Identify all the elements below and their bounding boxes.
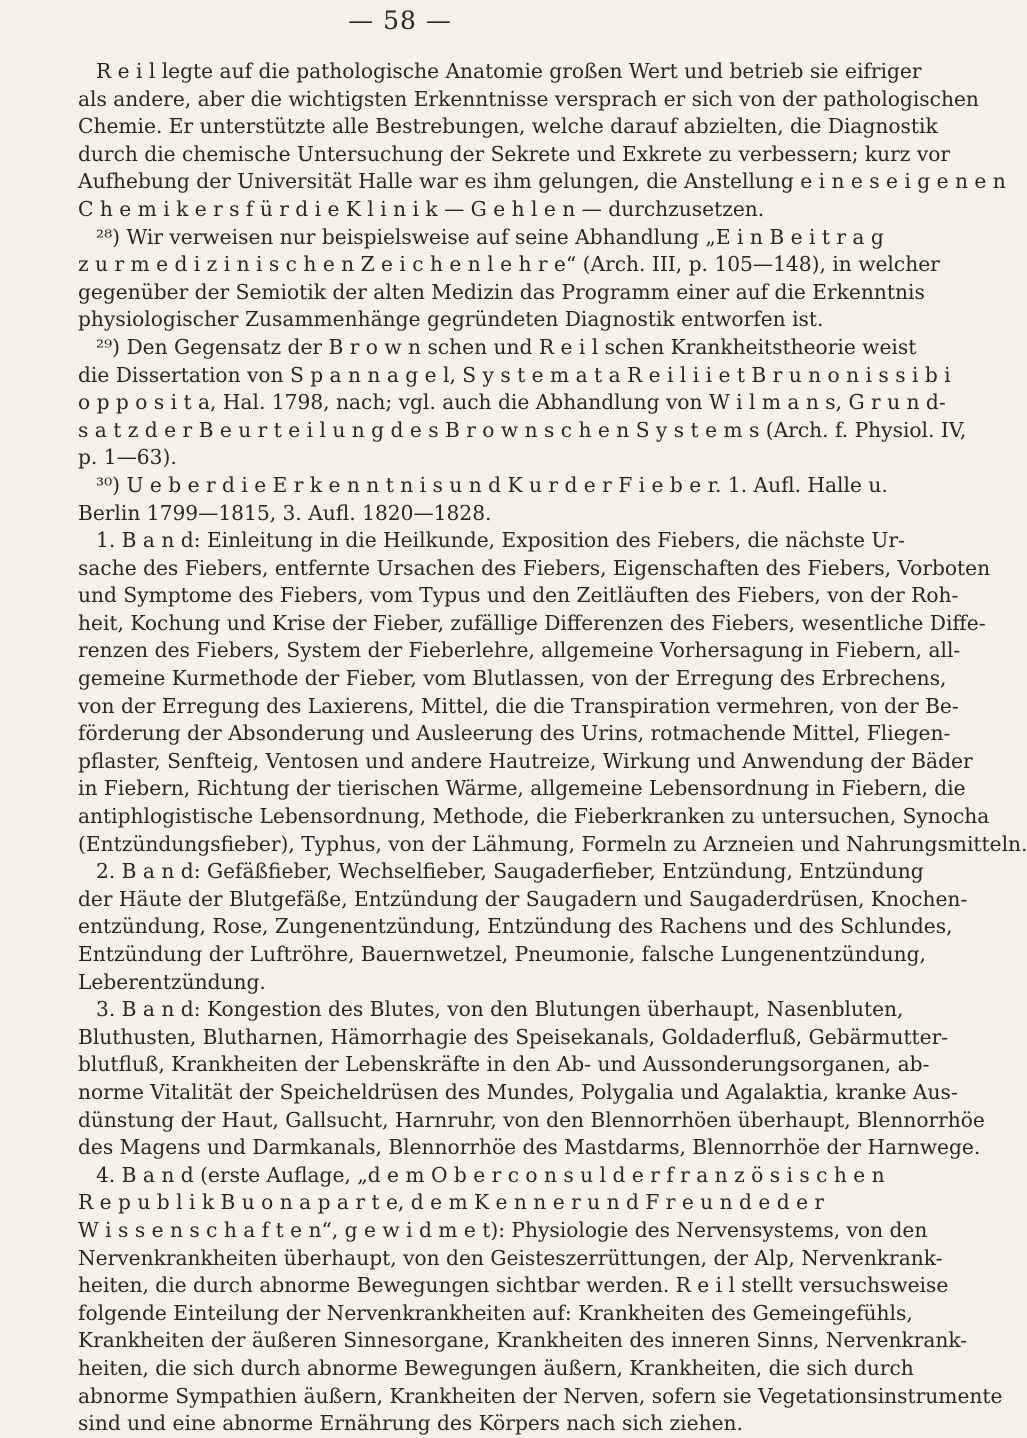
text-line: pflaster, Senfteig, Ventosen und andere Hautreize, Wirkung und Anwendung der Bäder <box>78 748 973 773</box>
text-line: förderung der Absonderung und Ausleerung des Urins, rotmachende Mittel, Fliegen- <box>78 721 951 746</box>
text-line: Leberentzündung. <box>78 969 266 994</box>
text-line: die Dissertation von S p a n n a g e l, S y s t e m a t a R e i l i i e t B r u n o n i s s i b i <box>78 362 951 387</box>
text-line: folgende Einteilung der Nervenkrankheiten auf: Krankheiten des Gemeingefühls, <box>78 1300 913 1325</box>
text-line: dünstung der Haut, Gallsucht, Harnruhr, von den Blennorrhöen überhaupt, Blennorrhöe <box>78 1107 985 1132</box>
text-line: 3. B a n d: Kongestion des Blutes, von den Blutungen überhaupt, Nasenbluten, <box>96 997 904 1022</box>
text-line: norme Vitalität der Speicheldrüsen des Mundes, Polygalia und Agalaktia, kranke Aus- <box>78 1079 958 1104</box>
text-line: Bluthusten, Blutharnen, Hämorrhagie des Speisekanals, Goldaderfluß, Gebärmutter- <box>78 1024 949 1049</box>
text-line: Nervenkrankheiten überhaupt, von den Geisteszerrüttungen, der Alp, Nervenkrank- <box>78 1245 943 1270</box>
text-line: Chemie. Er unterstützte alle Bestrebungen, welche darauf abzielten, die Diagnostik <box>78 114 938 139</box>
text-line: 2. B a n d: Gefäßfieber, Wechselfieber, Saugaderfieber, Entzündung, Entzündung <box>96 859 924 884</box>
text-line: Berlin 1799—1815, 3. Aufl. 1820—1828. <box>78 500 492 525</box>
text-line: blutfluß, Krankheiten der Lebenskräfte in den Ab- und Aussonderungsorganen, ab- <box>78 1052 930 1077</box>
text-line: Krankheiten der äußeren Sinnesorgane, Krankheiten des inneren Sinns, Nervenkrank- <box>78 1328 968 1353</box>
text-line: p. 1—63). <box>78 445 177 470</box>
text-line: von der Erregung des Laxierens, Mittel, die die Transpiration vermehren, von der Be- <box>78 693 959 718</box>
text-line: C h e m i k e r s f ü r d i e K l i n i k — G e h l e n — durchzusetzen. <box>78 196 765 221</box>
text-line: (Entzündungsfieber), Typhus, von der Lähmung, Formeln zu Arzneien und Nahrungsmitteln. <box>78 831 1027 856</box>
text-line: des Magens und Darmkanals, Blennorrhöe des Mastdarms, Blennorrhöe der Harnwege. <box>78 1135 981 1160</box>
body-text <box>78 58 1027 1438</box>
text-line: gemeine Kurmethode der Fieber, vom Blutlassen, von der Erregung des Erbrechens, <box>78 666 947 691</box>
text-line: 1. B a n d: Einleitung in die Heilkunde, Exposition des Fiebers, die nächste Ur- <box>96 528 905 553</box>
text-line: als andere, aber die wichtigsten Erkenntnisse versprach er sich von der pathologischen <box>78 86 979 111</box>
text-line: Entzündung der Luftröhre, Bauernwetzel, Pneumonie, falsche Lungenentzündung, <box>78 942 926 966</box>
text-line: R e p u b l i k B u o n a p a r t e, d e m K e n n e r u n d F r e u n d e d e r <box>78 1190 825 1215</box>
text-line: abnorme Sympathien äußern, Krankheiten der Nerven, sofern sie Vegetationsinstrumente <box>78 1383 1003 1408</box>
text-line: ²⁹) Den Gegensatz der B r o w n schen und R e i l schen Krankheitstheorie weist <box>96 334 917 359</box>
text-line: physiologischer Zusammenhänge gegründeten Diagnostik entworfen ist. <box>78 307 824 332</box>
text-line: ²⁸) Wir verweisen nur beispielsweise auf seine Abhandlung „E i n B e i t r a g <box>96 224 884 249</box>
text-line: z u r m e d i z i n i s c h e n Z e i c h e n l e h r e“ (Arch. III, p. 105—148), in welcher <box>78 252 940 277</box>
text-line: der Häute der Blutgefäße, Entzündung der Saugadern und Saugaderdrüsen, Knochen- <box>78 886 968 911</box>
text-line: renzen des Fiebers, System der Fieberlehre, allgemeine Vorhersagung in Fiebern, all- <box>78 638 961 663</box>
text-line: o p p o s i t a, Hal. 1798, nach; vgl. auch die Abhandlung von W i l m a n s, G r u n d- <box>78 390 946 415</box>
text-line: Aufhebung der Universität Halle war es ihm gelungen, die Anstellung e i n e s e i g e n e n <box>78 169 1006 194</box>
text-line: durch die chemische Untersuchung der Sekrete und Exkrete zu verbessern; kurz vor <box>78 141 951 166</box>
text-line: s a t z d e r B e u r t e i l u n g d e s B r o w n s c h e n S y s t e m s (Arch. f. Physiol. IV, <box>78 417 967 442</box>
text-line: und Symptome des Fiebers, vom Typus und den Zeitläuften des Fiebers, von der Roh- <box>78 583 959 608</box>
text-line: gegenüber der Semiotik der alten Medizin das Programm einer auf die Erkenntnis <box>78 279 925 304</box>
text-line: W i s s e n s c h a f t e n“, g e w i d m e t): Physiologie des Nervensystems, von den <box>78 1217 928 1242</box>
text-line: heit, Kochung und Krise der Fieber, zufällige Differenzen des Fiebers, wesentliche Diffe- <box>78 610 986 635</box>
text-line: entzündung, Rose, Zungenentzündung, Entzündung des Rachens und des Schlundes, <box>78 914 953 939</box>
text-line: antiphlogistische Lebensordnung, Methode, die Fieberkranken zu untersuchen, Synocha <box>78 804 990 829</box>
text-line: heiten, die sich durch abnorme Bewegungen äußern, Krankheiten, die sich durch <box>78 1355 914 1380</box>
text-line: R e i l legte auf die pathologische Anatomie großen Wert und betrieb sie eifriger <box>96 59 922 83</box>
text-line: sache des Fiebers, entfernte Ursachen des Fiebers, Eigenschaften des Fiebers, Vorboten <box>78 555 991 580</box>
text-line: in Fiebern, Richtung der tierischen Wärme, allgemeine Lebensordnung in Fiebern, die <box>78 776 966 801</box>
text-line: ³⁰) U e b e r d i e E r k e n n t n i s u n d K u r d e r F i e b e r. 1. Aufl. Halle u. <box>96 472 888 497</box>
page-number: — 58 — <box>348 6 452 35</box>
text-line: sind und eine abnorme Ernährung des Körpers nach sich ziehen. <box>78 1411 743 1436</box>
text-line: 4. B a n d (erste Auflage, „d e m O b e r c o n s u l d e r f r a n z ö s i s c h e n <box>96 1162 885 1187</box>
text-line: heiten, die durch abnorme Bewegungen sichtbar werden. R e i l stellt versuchsweise <box>78 1273 949 1298</box>
